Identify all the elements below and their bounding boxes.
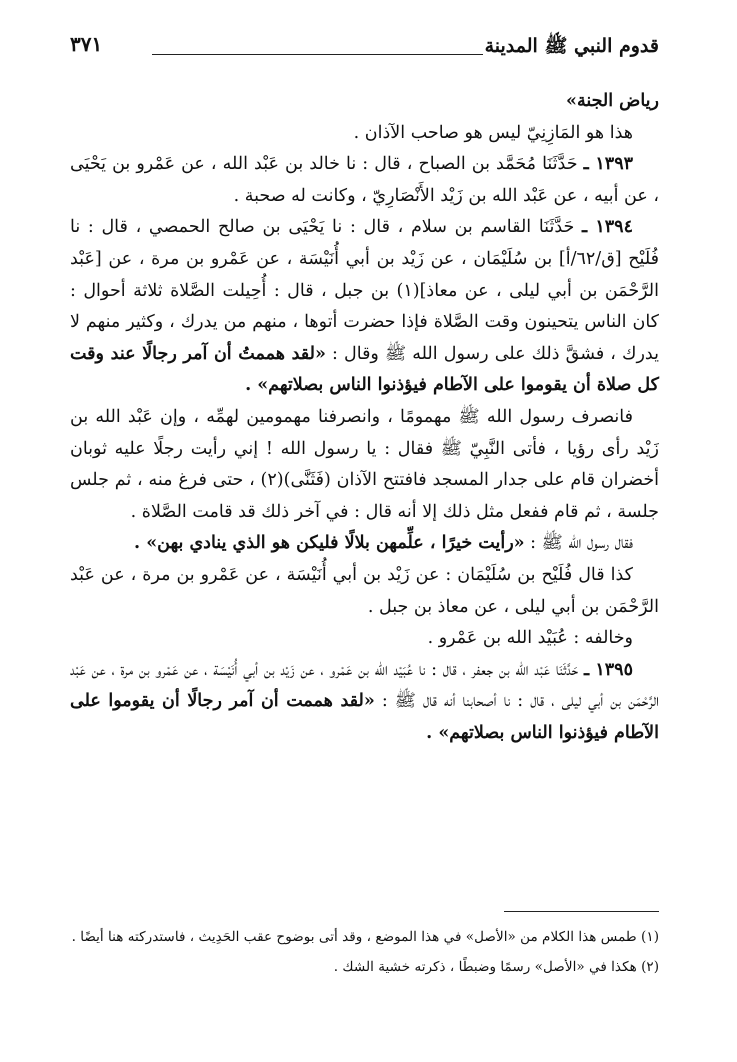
header-rule [152,54,483,55]
page-number: ٣٧١ [70,32,103,56]
paragraph-mazini: هذا هو المَازِنِيّ ليس هو صاحب الآذان . [353,122,633,143]
hadith-text: حَدَّثَنَا القاسم بن سلام ، قال : نا يَحْيَى بن صالح الحمصي ، قال : نا فُلَيْح [ق/٦٢/أ] بن سُلَيْمَان ، عن زَيْد بن أبي أُنَيْسَة ، عن عَمْرو بن مرة ، عن [عَبْد الرَّحْمَن بن أبي ليلى ، عن معاذ](١) بن جبل ، قال : أُحِيلت الصَّلاة ثلاثة أحوال : كان الناس يتحينون وقت الصَّلاة فإذا حضرت أتوها ، منهم من يدرك ، وكثير منهم لا يدرك ، فشقَّ ذلك على رسول الله ﷺ وقال : [70,217,659,364]
paragraph-reply [70,528,659,560]
hadith-1393 [70,149,659,212]
main-text [70,86,659,749]
footnotes [70,924,659,984]
paragraph-vision: فانصرف رسول الله ﷺ مهمومًا ، وانصرفنا مهمومين لهمِّه ، وإن عَبْد الله بن زَيْد رأى رؤيا ، فأتى النَّبِيّ ﷺ فقال : يا رسول الله ! إني رأيت رجلًا عليه ثوبان أخضران قام على جدار المسجد فافتتح الآذان (فَثَنَّى)(٢) ، حتى فرغ منه ، ثم جلس جلسة ، ثم قام ففعل مثل ذلك إلا أنه قال : في آخر ذلك قد قامت الصَّلاة . [70,406,659,522]
paragraph-khalafahu: وخالفه : عُبَيْد الله بن عَمْرو . [427,628,633,649]
footnote-rule [504,911,659,912]
hadith-text: حَدَّثَنَا مُحَمَّد بن الصباح ، قال : نا خالد بن عَبْد الله ، عن عَمْرو بن يَحْيَى ، عن أبيه ، عن عَبْد الله بن زَيْد الأَنْصَارِيّ ، وكانت له صحبة . [70,154,659,206]
prophetic-quote: «لقد هممت أن آمر رجالًا أن يقوموا على الآطام فيؤذنوا الناس بصلاتهم» . [70,691,659,743]
prophetic-quote: «لقد هممتُ أن آمر رجالًا عند وقت كل صلاة أن يقوموا على الآطام فيؤذنوا الناس بصلاتهم» . [70,343,659,396]
hadith-number: ١٣٩٥ ـ [583,659,633,680]
hadith-number: ١٣٩٣ ـ [583,154,633,175]
hadith-number: ١٣٩٤ ـ [582,217,633,238]
hadith-1394 [70,212,659,402]
running-title: قدوم النبي ﷺ المدينة [484,35,659,57]
section-end-line: رياض الجنة» [566,91,659,111]
prophetic-quote: «رأيت خيرًا ، علِّمهن بلالًا فليكن هو الذي ينادي بهن» . [134,533,525,554]
hadith-1395 [70,655,659,750]
page-header [70,30,659,66]
footnote-1: (١) طمس هذا الكلام من «الأصل» في هذا الموضع ، وقد أتى بوضوح عقب الحَدِيث ، فاستدركته هنا أيضًا . [71,929,659,945]
paragraph-kadha: كذا قال فُلَيْح بن سُلَيْمَان : عن زَيْد بن أبي أُنَيْسَة ، عن عَمْرو بن مرة ، عن عَبْد الرَّحْمَن بن أبي ليلى ، عن معاذ بن جبل . [70,564,659,617]
footnote-2: (٢) هكذا في «الأصل» رسمًا وضبطًا ، ذكرته خشية الشك . [333,959,659,975]
hadith-text: حَدَّثَنَا عَبْد الله بن جعفر ، قال : نا عُبَيْد الله بن عَمْرو ، عن زَيْد بن أبي أُنَيْسَة ، عن عَمْرو بن مرة ، عن عَبْد الرَّحْمَن بن أبي ليلى ، قال : نا أصحابنا أنه قال ﷺ : [70,659,659,712]
reply-intro: فقال رسول الله ﷺ : [530,533,633,554]
